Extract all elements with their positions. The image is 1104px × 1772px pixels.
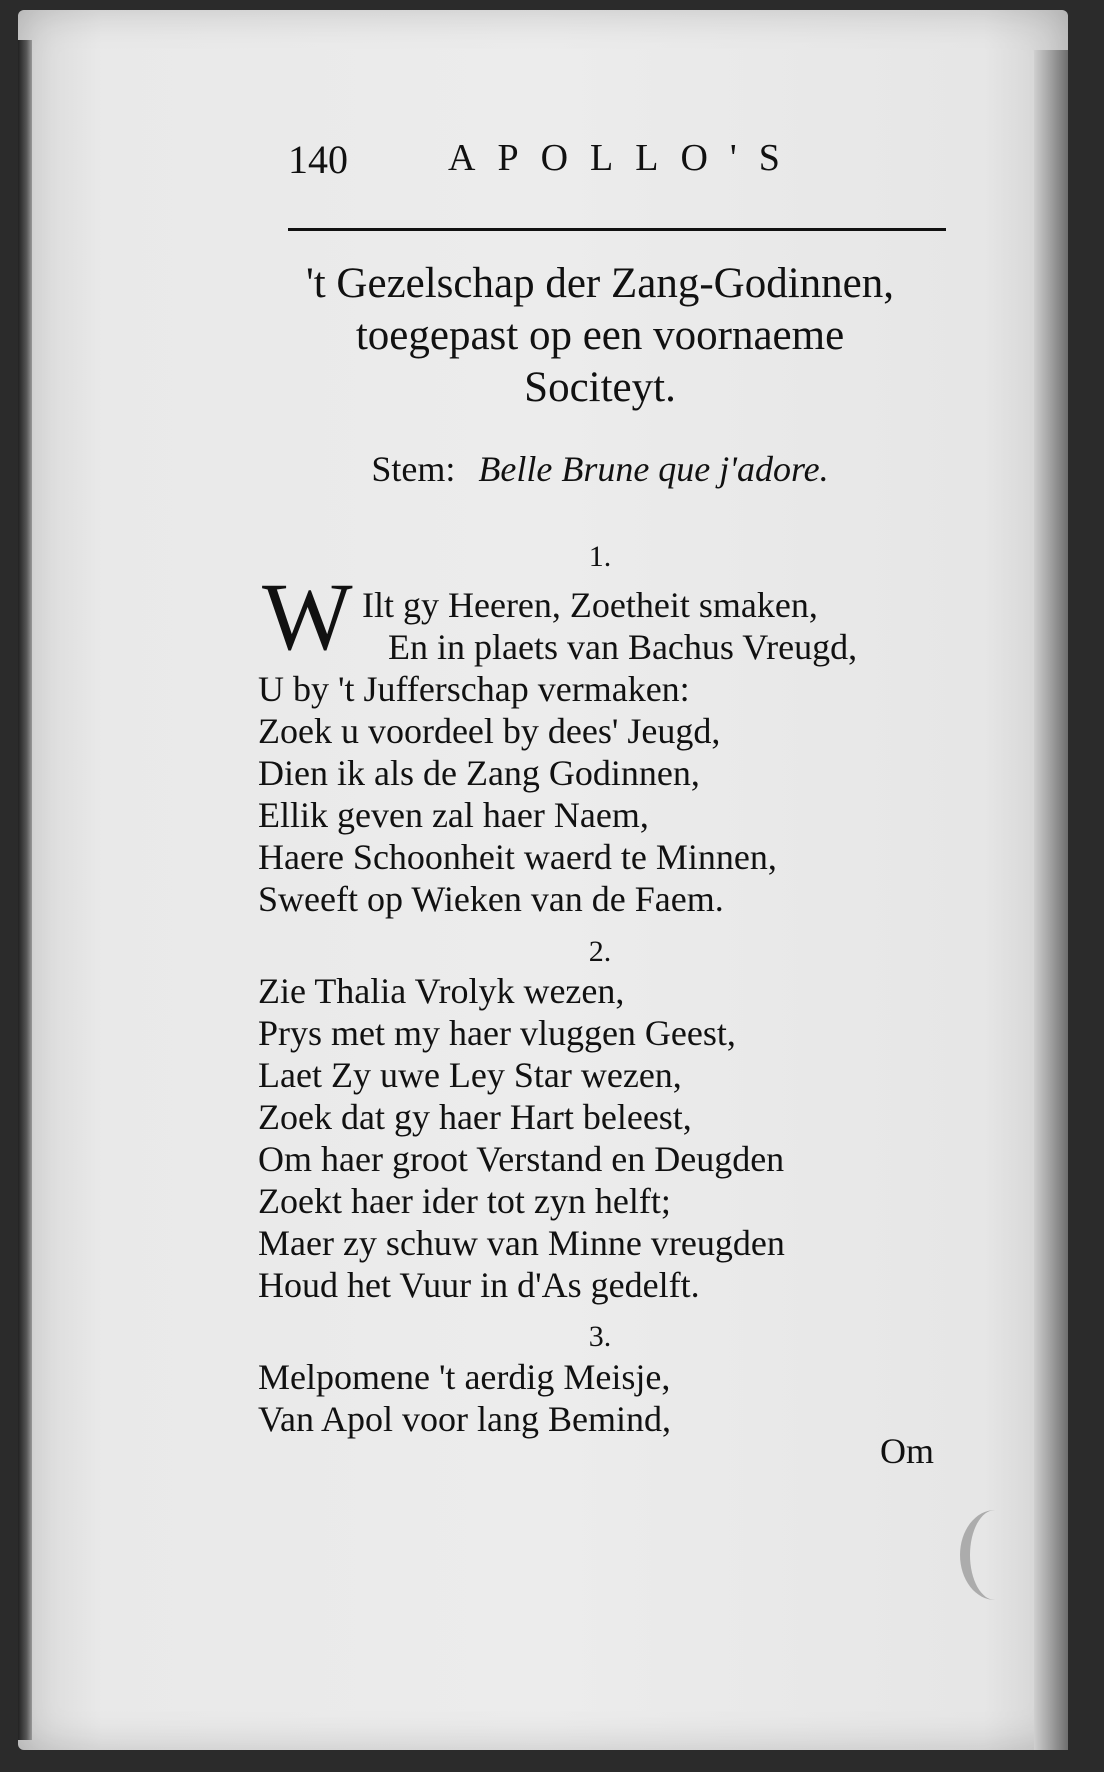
verse-line: Dien ik als de Zang Godinnen, [258,753,700,793]
stanza-1 [258,584,978,920]
verse-line: Melpomene 't aerdig Meisje, [258,1357,671,1397]
binding-edge [18,40,32,1740]
verse-line: Houd het Vuur in d'As gedelft. [258,1265,700,1305]
drop-cap: W [262,563,353,670]
running-head: APOLLO'S [448,137,802,179]
verse-line: Om haer groot Verstand en Deugden [258,1139,785,1179]
verse-line: U by 't Jufferschap vermaken: [258,669,690,709]
stanza-number-3: 3. [588,1320,612,1353]
verse-line: Zoek dat gy haer Hart beleest, [258,1097,692,1137]
page-stain [960,1510,1030,1600]
title-line-2: toegepast op een voornaeme [355,312,845,359]
verse-line: Zie Thalia Vrolyk wezen, [258,971,625,1011]
tune-label: Stem: [371,449,456,489]
verse-line: Zoek u voordeel by dees' Jeugd, [258,711,721,751]
title-line-3: Sociteyt. [524,364,676,411]
song-title [240,258,960,414]
verse-line: Haere Schoonheit waerd te Minnen, [258,837,777,877]
header-rule [288,228,946,231]
page-edge [1034,50,1068,1750]
verse-line: Ilt gy Heeren, Zoetheit smaken, [362,585,818,625]
verse-line: Van Apol voor lang Bemind, [258,1399,671,1439]
stanza-number-2: 2. [588,935,612,968]
page-header [288,136,958,180]
verse-line: Ellik geven zal haer Naem, [258,795,649,835]
page-number: 140 [288,137,348,182]
tune-name: Belle Brune que j'adore. [478,449,829,489]
stanza-2 [258,970,978,1306]
title-line-1: 't Gezelschap der Zang-Godinnen, [305,260,895,307]
stanza-3 [258,1356,978,1440]
verse-line: Prys met my haer vluggen Geest, [258,1013,736,1053]
catchword: Om [880,1431,934,1471]
verse-line: Laet Zy uwe Ley Star wezen, [258,1055,682,1095]
tune-indication [250,448,950,490]
verse-line: Maer zy schuw van Minne vreugden [258,1223,785,1263]
verse-line: Sweeft op Wieken van de Faem. [258,879,724,919]
verse-line: En in plaets van Bachus Vreugd, [388,627,858,667]
verse-line: Zoekt haer ider tot zyn helft; [258,1181,671,1221]
stanza-number-1: 1. [588,540,612,573]
